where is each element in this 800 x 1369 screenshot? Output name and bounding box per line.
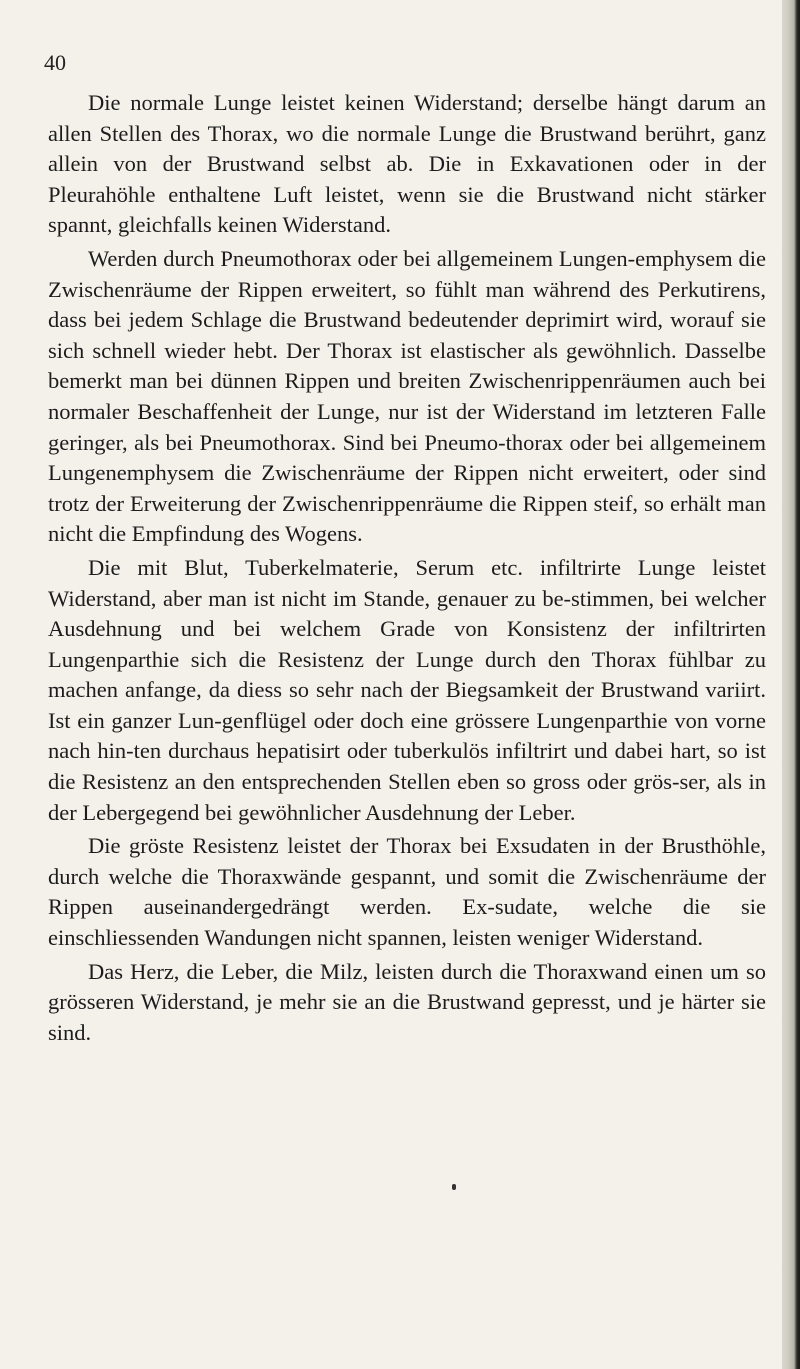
paragraph: Werden durch Pneumothorax oder bei allgemeinem Lungen-emphysem die Zwischenräume der Rippen erweitert, so fühlt man während des Perkutirens, dass bei jedem Schlage die Brustwand bedeutender deprimirt wird, worauf sie sich schnell wieder hebt. Der Thorax ist elastischer als gewöhnlich. Dasselbe bemerkt man bei dünnen Rippen und breiten Zwischenrippenräumen auch bei normaler Beschaffenheit der Lunge, nur ist der Widerstand im letzteren Falle geringer, als bei Pneumothorax. Sind bei Pneumo-thorax oder bei allgemeinem Lungenemphysem die Zwischenräume der Rippen nicht erweitert, oder sind trotz der Erweiterung der Zwischenrippenräume die Rippen steif, so erhält man nicht die Empfindung des Wogens. xyxy=(48,245,766,547)
paragraph: Die gröste Resistenz leistet der Thorax bei Exsudaten in der Brusthöhle, durch welche die Thoraxwände gespannt, und somit die Zwischenräume der Rippen auseinandergedrängt werden. Ex-sudate, welche die sie einschliessenden Wandungen nicht spannen, leisten weniger Widerstand. xyxy=(48,833,766,951)
paragraph: Das Herz, die Leber, die Milz, leisten durch die Thoraxwand einen um so grösseren Widerstand, je mehr sie an die Brustwand gepresst, und je härter sie sind. xyxy=(48,958,766,1045)
page-number: 40 xyxy=(44,50,66,75)
paragraph: Die mit Blut, Tuberkelmaterie, Serum etc. infiltrirte Lunge leistet Widerstand, aber man ist nicht im Stande, genauer zu be-stimmen, bei welcher Ausdehnung und bei welchem Grade von Konsistenz der infiltrirten Lungenparthie sich die Resistenz der Lunge durch den Thorax fühlbar zu machen anfange, da diess so sehr nach der Biegsamkeit der Brustwand variirt. Ist ein ganzer Lun-genflügel oder doch eine grössere Lungenparthie von vorne nach hin-ten durchaus hepatisirt oder tuberkulös infiltrirt und dabei hart, so ist die Resistenz an den entsprechenden Stellen eben so gross oder grös-ser, als in der Lebergegend bei gewöhnlicher Ausdehnung der Leber. xyxy=(48,554,766,825)
ink-speck xyxy=(452,1184,456,1190)
paragraph: Die normale Lunge leistet keinen Widerstand; derselbe hängt darum an allen Stellen des Thorax, wo die normale Lunge die Brustwand berührt, ganz allein von der Brustwand selbst ab. Die in Exkavationen oder in der Pleurahöhle enthaltene Luft leistet, wenn sie die Brustwand nicht stärker spannt, gleichfalls keinen Widerstand. xyxy=(48,90,766,238)
body-text xyxy=(48,88,766,1048)
page-edge xyxy=(782,0,800,1369)
